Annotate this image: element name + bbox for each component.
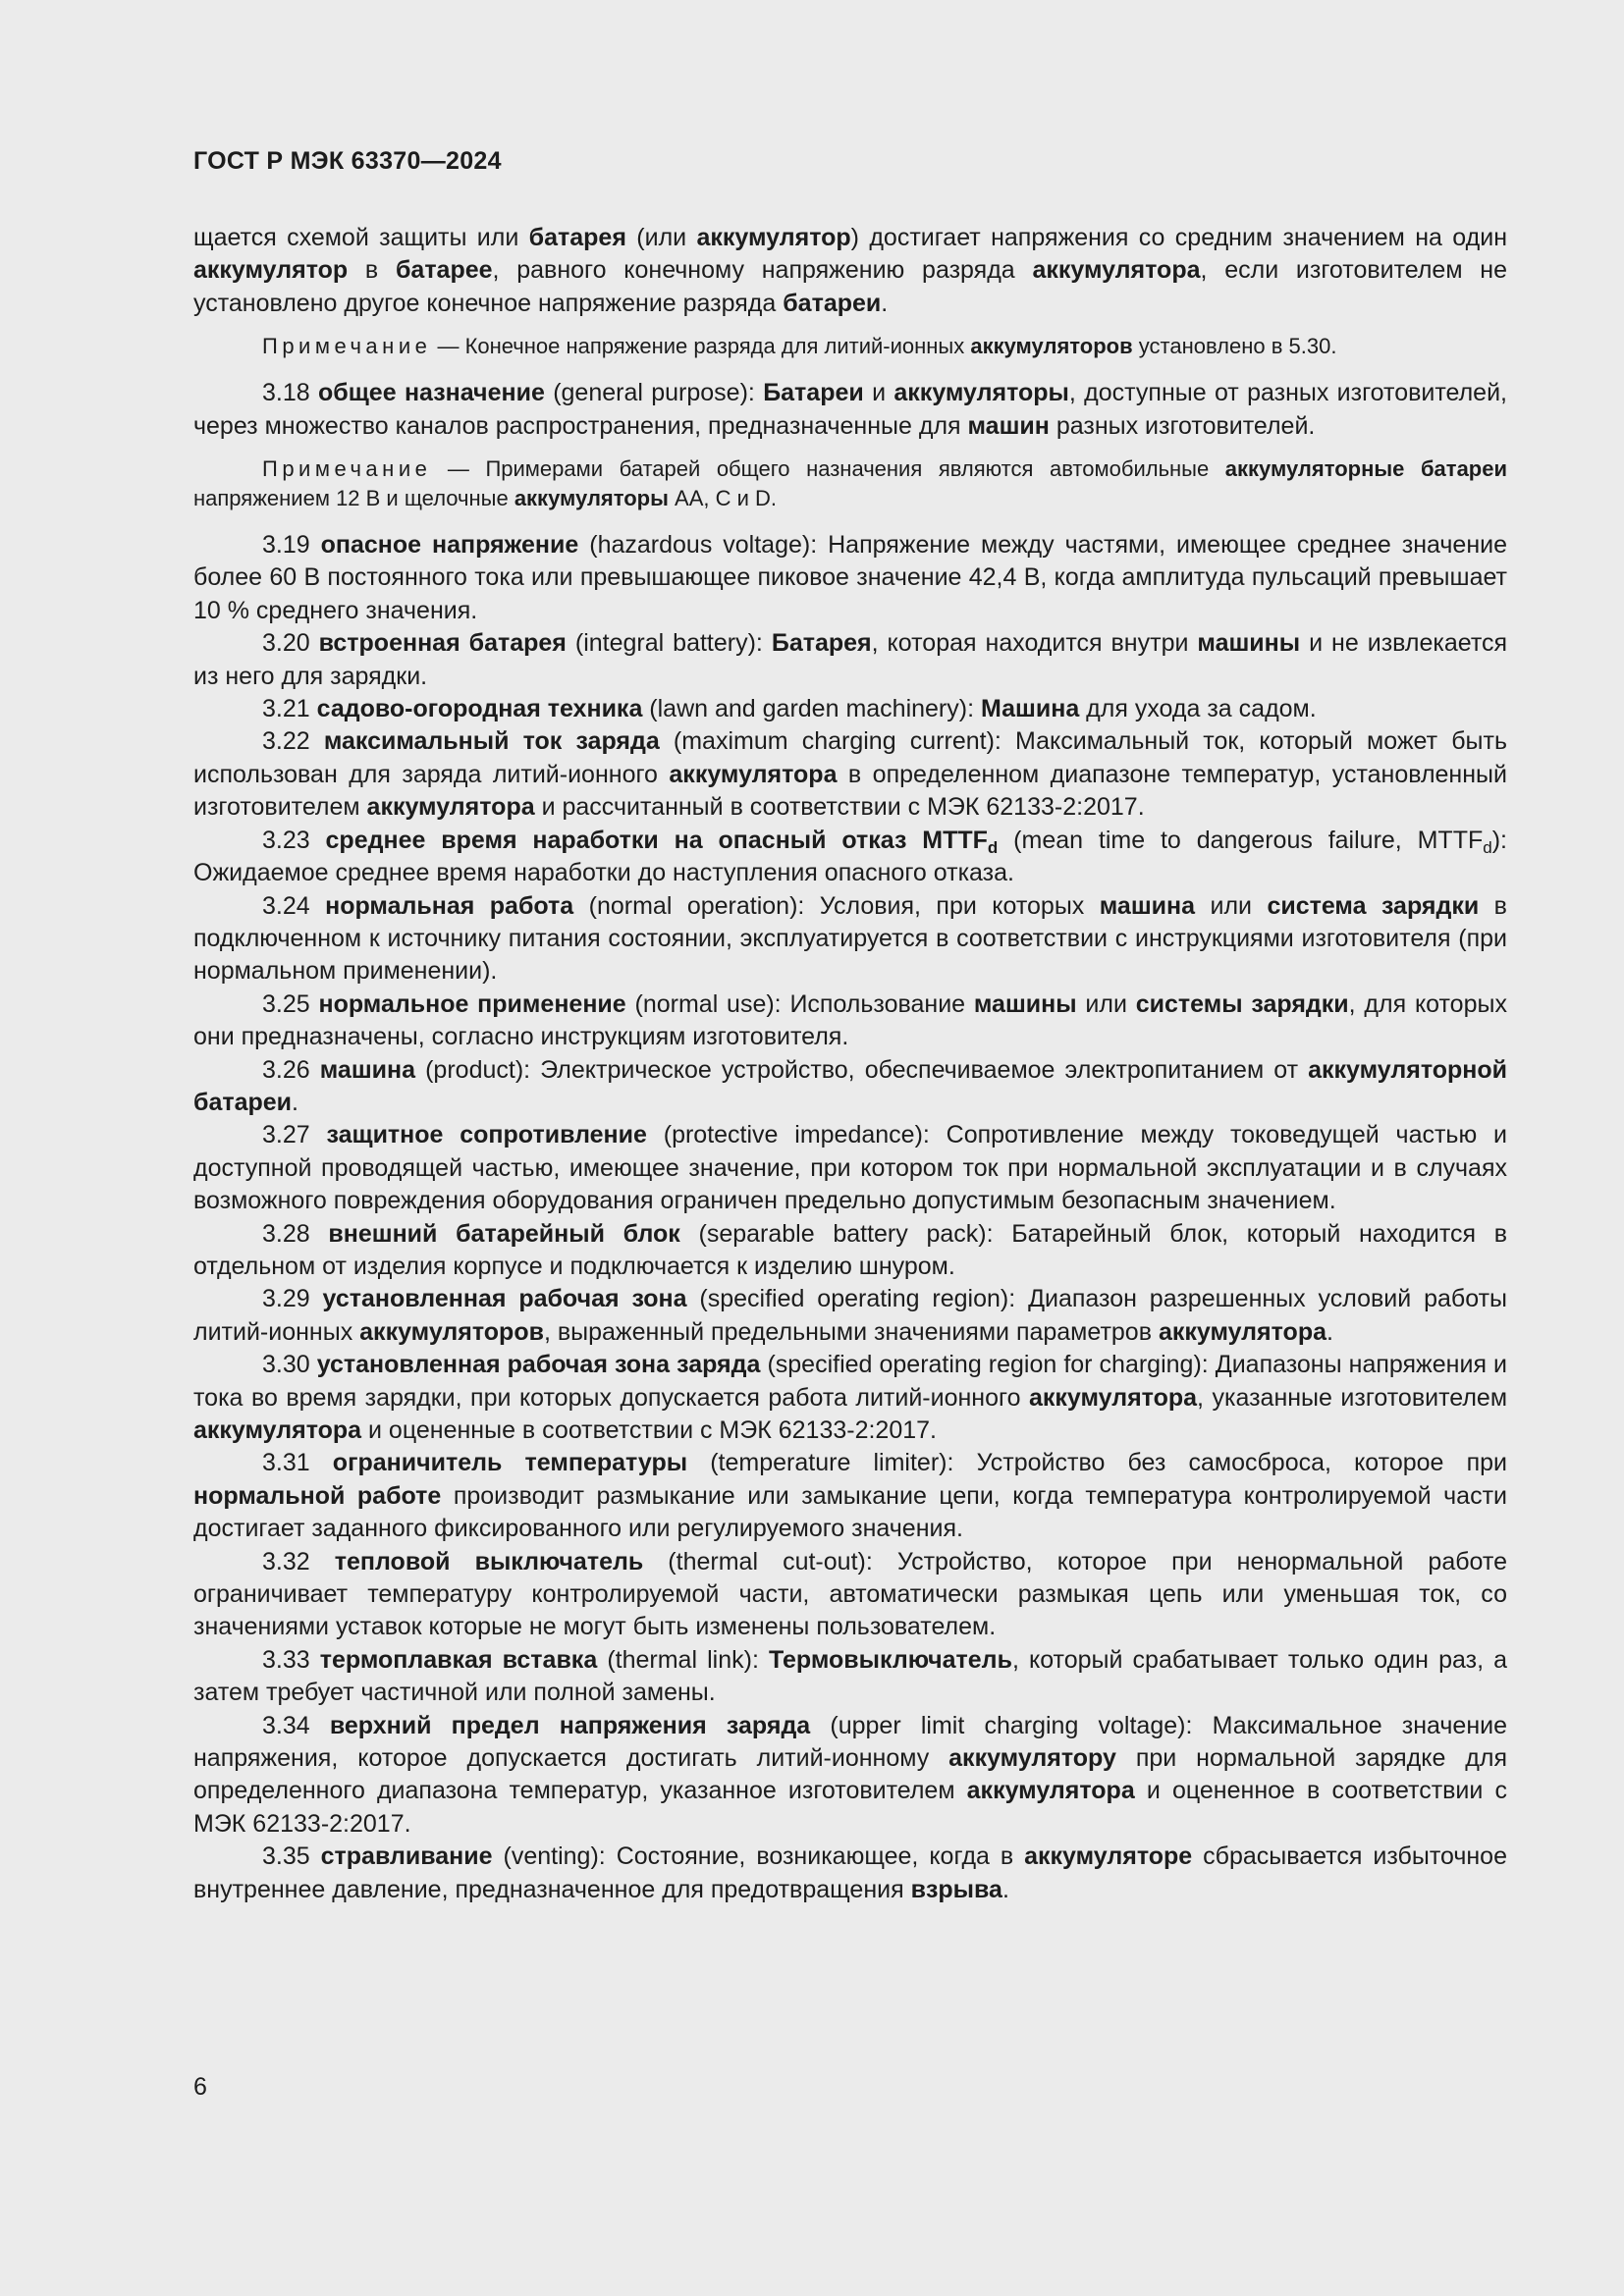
definition-3-24: 3.24 нормальная работа (normal operation): Условия, при которых машина или система зарядки в подключенном к источнику питания состоянии, эксплуатируется в соответствии с инструкциями изготовителя (при нормальном применении). [193, 891, 1507, 986]
definition-3-33: 3.33 термоплавкая вставка (thermal link): Термовыключатель, который срабатывает только один раз, а затем требует частичной или полной замены. [193, 1645, 1508, 1707]
definition-3-22: 3.22 максимальный ток заряда (maximum charging current): Максимальный ток, который может быть использован для заряда литий-ионного аккумулятора в определенном диапазоне температур, установленный изготовителем аккумулятора и рассчитанный в соответствии с МЭК 62133-2:2017. [193, 727, 1507, 822]
document-header: ГОСТ Р МЭК 63370—2024 [193, 147, 502, 175]
definition-3-32: 3.32 тепловой выключатель (thermal cut-out): Устройство, которое при ненормальной работе ограничивает температуру контролируемой части, автоматически размыкая цепь или уменьшая ток, со значениями уставок которые не могут быть изменены пользователем. [193, 1547, 1507, 1641]
definition-3-31: 3.31 ограничитель температуры (temperature limiter): Устройство без самосброса, которое при нормальной работе производит размыкание или замыкание цепи, когда температура контролируемой части достигает заданного фиксированного или регулируемого значения. [193, 1449, 1507, 1543]
definition-3-20: 3.20 встроенная батарея (integral battery): Батарея, которая находится внутри машины и не извлекается из него для зарядки. [193, 629, 1508, 690]
definition-3-30: 3.30 установленная рабочая зона заряда (specified operating region for charging): Диапазоны напряжения и тока во время зарядки, при которых допускается работа литий-ионного аккумулятора, указанные изготовителем аккумулятора и оцененные в соответствии с МЭК 62133-2:2017. [193, 1351, 1508, 1444]
definition-3-25: 3.25 нормальное применение (normal use): Использование машины или системы зарядки, для которых они предназначены, согласно инструкциям изготовителя. [193, 989, 1507, 1051]
paragraph-continuation: щается схемой защиты или батарея (или аккумулятор) достигает напряжения со средним значением на один аккумулятор в батарее, равного конечному напряжению разряда аккумулятора, если изготовителем не установлено другое конечное напряжение разряда батареи. [193, 224, 1507, 317]
document-body [193, 222, 1507, 1906]
definition-3-26: 3.26 машина (product): Электрическое устройство, обеспечиваемое электропитанием от аккумуляторной батареи. [193, 1055, 1508, 1116]
note-label: Примечание [262, 334, 432, 359]
definition-3-23: 3.23 среднее время наработки на опасный отказ $MTTF_d$ (mean time to dangerous failure, $MTTF_d$): Ожидаемое среднее время наработки до наступления опасного отказа. [193, 826, 1507, 887]
definition-3-21: 3.21 садово-огородная техника (lawn and garden machinery): Машина для ухода за садом. [262, 695, 1317, 723]
page-number: 6 [193, 2073, 207, 2101]
note-1: Примечание — Конечное напряжение разряда для литий-ионных аккумуляторов установлено в 5.30. [262, 334, 1337, 359]
definition-3-27: 3.27 защитное сопротивление (protective impedance): Сопротивление между токоведущей частью и доступной проводящей частью, имеющее значение, при котором ток при нормальной эксплуатации и в случаях возможного повреждения оборудования ограничен предельно допустимым безопасным значением. [193, 1121, 1507, 1215]
definition-3-34: 3.34 верхний предел напряжения заряда (upper limit charging voltage): Максимальное значение напряжения, которое допускается достигать литий-ионному аккумулятору при нормальной зарядке для определенного диапазона температур, указанное изготовителем аккумулятора и оцененное в соответствии с МЭК 62133-2:2017. [193, 1711, 1508, 1838]
definition-3-28: 3.28 внешний батарейный блок (separable battery pack): Батарейный блок, который находится в отдельном от изделия корпусе и подключается к изделию шнуром. [193, 1219, 1507, 1280]
definition-3-19: 3.19 опасное напряжение (hazardous voltage): Напряжение между частями, имеющее среднее значение более 60 В постоянного тока или превышающее пиковое значение 42,4 В, когда амплитуда пульсаций превышает 10 % среднего значения. [193, 531, 1507, 624]
note-label: Примечание [262, 456, 432, 482]
definition-3-35: 3.35 стравливание (venting): Состояние, возникающее, когда в аккумуляторе сбрасывается избыточное внутреннее давление, предназначенное для предотвращения взрыва. [193, 1842, 1507, 1903]
definition-3-18: 3.18 общее назначение (general purpose): Батареи и аккумуляторы, доступные от разных изготовителей, через множество каналов распространения, предназначенные для машин разных изготовителей. [193, 379, 1507, 440]
definition-3-29: 3.29 установленная рабочая зона (specified operating region): Диапазон разрешенных условий работы литий-ионных аккумуляторов, выраженный предельными значениями параметров аккумулятора. [193, 1285, 1508, 1346]
note-2: Примечание — Примерами батарей общего назначения являются автомобильные аккумуляторные батареи напряжением 12 В и щелочные аккумуляторы АА, С и D. [193, 456, 1508, 511]
